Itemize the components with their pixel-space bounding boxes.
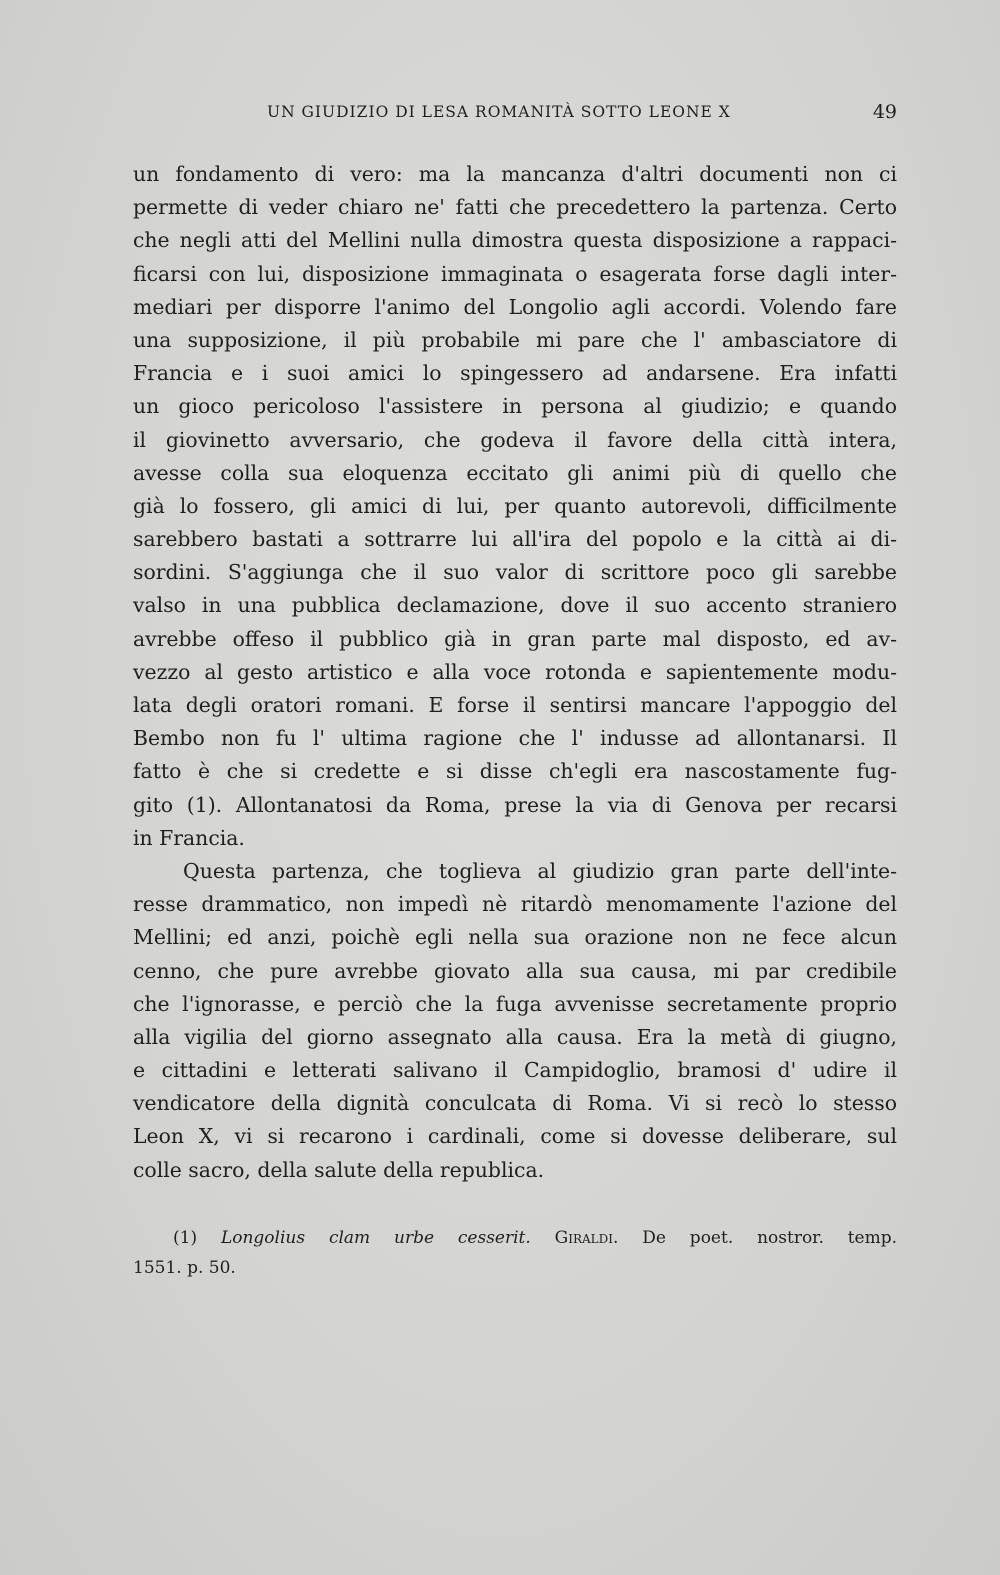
text-line: e cittadini e letterati salivano il Campidoglio, bramosi d' udire il xyxy=(133,1058,897,1083)
footnote xyxy=(133,1223,897,1283)
text-line: vendicatore della dignità conculcata di Roma. Vi si recò lo stesso xyxy=(133,1091,897,1116)
page-number: 49 xyxy=(872,101,897,123)
text-line: alla vigilia del giorno assegnato alla causa. Era la metà di giugno, xyxy=(133,1024,897,1049)
text-line: Questa partenza, che toglieva al giudizio gran parte dell'inte- xyxy=(183,858,897,883)
text-line: Bembo non fu l' ultima ragione che l' indusse ad allontanarsi. Il xyxy=(133,726,897,751)
text-line: lata degli oratori romani. E forse il sentirsi mancare l'appoggio del xyxy=(133,693,897,717)
text-line: fatto è che si credette e si disse ch'egli era nascostamente fug- xyxy=(133,759,897,784)
text-line: Leon X, vi si recarono i cardinali, come si dovesse deliberare, sul xyxy=(133,1124,897,1149)
text-line: valso in una pubblica declamazione, dove il suo accento straniero xyxy=(133,593,897,618)
text-line: che negli atti del Mellini nulla dimostra questa disposizione a rappaci- xyxy=(133,228,897,253)
text-line: avrebbe offeso il pubblico già in gran parte mal disposto, ed av- xyxy=(133,626,897,651)
text-line: gito (1). Allontanatosi da Roma, prese la via di Genova per recarsi xyxy=(133,792,897,817)
text-line: cenno, che pure avrebbe giovato alla sua causa, mi par credibile xyxy=(133,958,897,983)
text-line: una supposizione, il più probabile mi pare che l' ambasciatore di xyxy=(133,327,897,352)
text-line: ficarsi con lui, disposizione immaginata o esagerata forse dagli inter- xyxy=(133,261,897,286)
text-line: che l'ignorasse, e perciò che la fuga avvenisse secretamente proprio xyxy=(133,991,897,1016)
text-line: Mellini; ed anzi, poichè egli nella sua orazione non ne fece alcun xyxy=(133,925,897,950)
page-header xyxy=(133,103,897,129)
footnote-source: De poet. nostror. temp. xyxy=(642,1228,897,1248)
text-line: sarebbero bastati a sottrarre lui all'ira del popolo e la città ai di- xyxy=(133,527,897,552)
text-line: colle sacro, della salute della republica. xyxy=(133,1157,545,1182)
text-line: un gioco pericoloso l'assistere in persona al giudizio; e quando xyxy=(133,394,897,419)
footnote-citation: Longolius clam urbe cesserit. xyxy=(220,1228,531,1248)
footnote-marker: (1) xyxy=(173,1228,198,1248)
footnote-line: 1551. p. 50. xyxy=(133,1258,236,1278)
text-line: in Francia. xyxy=(133,825,245,850)
footnote-line xyxy=(133,1223,897,1253)
text-line: vezzo al gesto artistico e alla voce rotonda e sapientemente modu- xyxy=(133,659,897,684)
text-line: resse drammatico, non impedì nè ritardò menomamente l'azione del xyxy=(133,892,897,917)
text-line: già lo fossero, gli amici di lui, per quanto autorevoli, difficilmente xyxy=(133,493,897,518)
text-line: mediari per disporre l'animo del Longolio agli accordi. Volendo fare xyxy=(133,294,897,319)
body-text xyxy=(133,158,897,1187)
text-line: sordini. S'aggiunga che il suo valor di scrittore poco gli sarebbe xyxy=(133,560,897,585)
footnote-author: Giraldi. xyxy=(554,1228,619,1248)
text-line: un fondamento di vero: ma la mancanza d'altri documenti non ci xyxy=(133,162,897,186)
running-title: UN GIUDIZIO DI LESA ROMANITÀ SOTTO LEONE X xyxy=(267,103,731,121)
text-line: avesse colla sua eloquenza eccitato gli animi più di quello che xyxy=(133,460,897,485)
text-line: Francia e i suoi amici lo spingessero ad andarsene. Era infatti xyxy=(133,361,897,386)
text-line: permette di veder chiaro ne' fatti che precedettero la partenza. Certo xyxy=(133,195,897,220)
text-line: il giovinetto avversario, che godeva il favore della città intera, xyxy=(133,427,897,452)
